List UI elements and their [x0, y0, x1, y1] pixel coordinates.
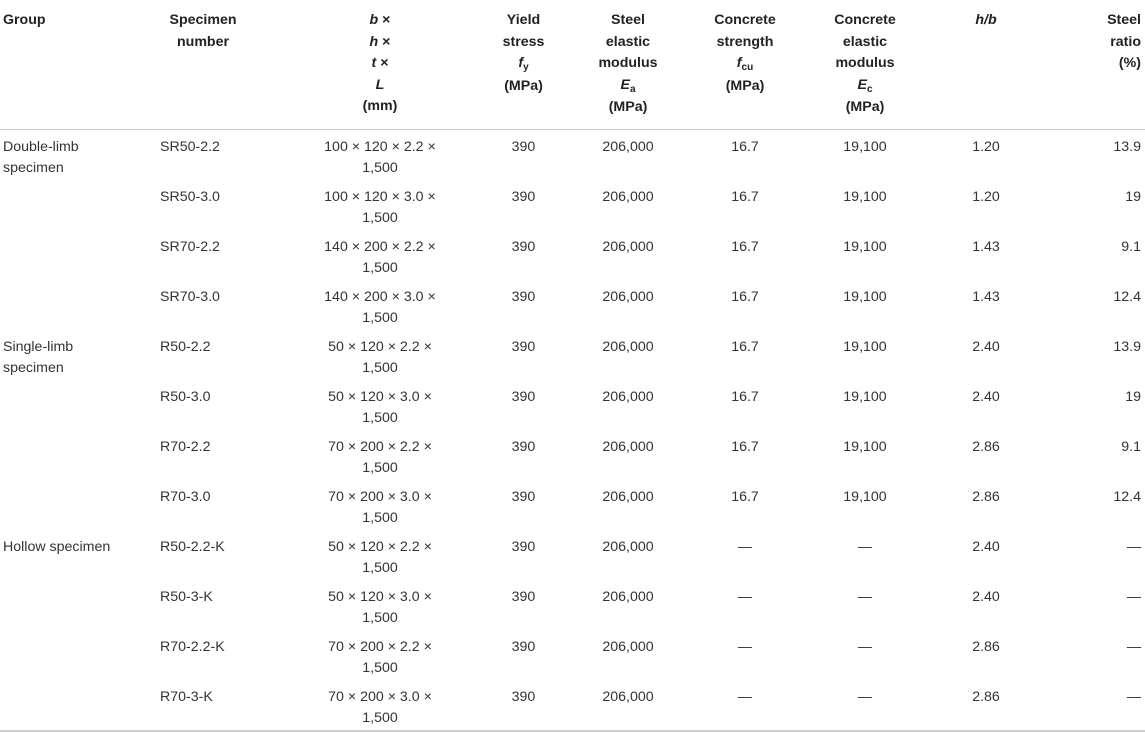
- cell-steel-modulus-value: 206,000: [602, 188, 654, 205]
- cell-steel-modulus-value: 206,000: [602, 638, 654, 655]
- dimensions-line-1: 50 × 120 × 2.2 ×: [328, 338, 432, 355]
- header-steel-mod-unit: (MPa): [608, 99, 648, 115]
- cell-group-value: Double-limb specimen: [3, 138, 79, 176]
- cell-steel-modulus-value: 206,000: [602, 338, 654, 355]
- cell-yield-stress: [480, 230, 567, 280]
- cell-steel-modulus: [567, 580, 689, 630]
- cell-steel-ratio: [1043, 280, 1145, 330]
- cell-specimen-number-value: R70-3.0: [160, 488, 211, 505]
- cell-steel-ratio-value: 13.9: [1113, 138, 1141, 155]
- cell-concrete-modulus: [801, 530, 929, 580]
- table-row: [0, 680, 1145, 731]
- dimensions-line-2: 1,500: [362, 310, 398, 326]
- cell-steel-modulus: [567, 129, 689, 180]
- cell-concrete-modulus-value: —: [857, 538, 873, 555]
- table-row: [0, 480, 1145, 530]
- cell-specimen-number-value: R50-3.0: [160, 388, 211, 405]
- cell-concrete-strength: [689, 430, 801, 480]
- table-row: [0, 180, 1145, 230]
- header-steel-ratio-unit: (%): [1118, 55, 1141, 71]
- cell-steel-modulus: [567, 230, 689, 280]
- header-yield-unit: (MPa): [504, 77, 543, 94]
- cell-steel-modulus: [567, 280, 689, 330]
- cell-yield-stress-value: 390: [511, 688, 536, 705]
- cell-steel-ratio-value: 12.4: [1113, 488, 1141, 505]
- header-dim-times-1: ×: [382, 12, 391, 28]
- dimensions-line-2: 1,500: [362, 410, 398, 426]
- cell-hb-value: 2.40: [972, 388, 1000, 405]
- cell-yield-stress: [480, 129, 567, 180]
- cell-yield-stress: [480, 530, 567, 580]
- header-conc-mod-line3: modulus: [835, 55, 895, 71]
- cell-dimensions: [280, 480, 480, 530]
- cell-concrete-strength: [689, 580, 801, 630]
- cell-concrete-strength: [689, 630, 801, 680]
- dimensions-line-2: 1,500: [362, 560, 398, 576]
- cell-specimen-number-value: R50-2.2-K: [160, 538, 225, 555]
- cell-concrete-strength-value: 16.7: [731, 188, 759, 205]
- cell-steel-ratio: [1043, 230, 1145, 280]
- cell-concrete-strength: [689, 330, 801, 380]
- cell-concrete-strength: [689, 129, 801, 180]
- header-dim-times-3: ×: [380, 55, 389, 71]
- dimensions-line-2: 1,500: [362, 510, 398, 526]
- cell-steel-modulus: [567, 530, 689, 580]
- cell-concrete-strength-value: 16.7: [731, 138, 759, 155]
- cell-steel-modulus-value: 206,000: [602, 138, 654, 155]
- dimensions-line-1: 70 × 200 × 2.2 ×: [328, 438, 432, 455]
- cell-specimen-number-value: R50-3-K: [160, 588, 213, 605]
- table-row: [0, 330, 1145, 380]
- cell-concrete-strength: [689, 380, 801, 430]
- cell-steel-modulus-value: 206,000: [602, 488, 654, 505]
- cell-hb: [929, 680, 1043, 731]
- header-conc-str-sub: cu: [741, 62, 754, 73]
- cell-group-value: Single-limb specimen: [3, 338, 74, 376]
- cell-hb-value: 2.86: [972, 688, 1000, 705]
- dimensions-line-2: 1,500: [362, 460, 398, 476]
- cell-concrete-strength-value: 16.7: [731, 388, 759, 405]
- cell-dimensions: [280, 580, 480, 630]
- cell-concrete-modulus: [801, 180, 929, 230]
- cell-specimen-number: [160, 680, 280, 731]
- header-yield-sub: y: [523, 62, 529, 73]
- dimensions-line-1: 50 × 120 × 2.2 ×: [328, 538, 432, 555]
- cell-concrete-modulus: [801, 630, 929, 680]
- cell-steel-ratio: [1043, 430, 1145, 480]
- cell-concrete-modulus-value: 19,100: [843, 188, 887, 205]
- cell-concrete-strength-value: 16.7: [731, 288, 759, 305]
- cell-steel-ratio-value: —: [1126, 588, 1141, 605]
- cell-hb: [929, 480, 1043, 530]
- cell-specimen-number: [160, 430, 280, 480]
- cell-steel-modulus: [567, 680, 689, 731]
- dimensions-line-2: 1,500: [362, 360, 398, 376]
- cell-yield-stress-value: 390: [511, 438, 536, 455]
- cell-concrete-modulus-value: 19,100: [843, 438, 887, 455]
- cell-specimen-number-value: SR50-3.0: [160, 188, 220, 205]
- cell-yield-stress: [480, 280, 567, 330]
- cell-yield-stress-value: 390: [511, 238, 536, 255]
- cell-steel-modulus: [567, 430, 689, 480]
- cell-concrete-modulus-value: 19,100: [843, 288, 887, 305]
- cell-specimen-number: [160, 580, 280, 630]
- header-steel-modulus: [567, 0, 689, 129]
- cell-yield-stress: [480, 330, 567, 380]
- cell-specimen-number: [160, 230, 280, 280]
- table-row: [0, 280, 1145, 330]
- header-concrete-strength: [689, 0, 801, 129]
- cell-hb: [929, 530, 1043, 580]
- header-conc-str-line1: Concrete: [714, 12, 776, 28]
- dimensions-line-2: 1,500: [362, 660, 398, 676]
- header-conc-mod-line1: Concrete: [834, 12, 896, 28]
- header-yield-line1: Yield: [506, 12, 541, 28]
- cell-specimen-number: [160, 129, 280, 180]
- cell-concrete-strength-value: 16.7: [731, 488, 759, 505]
- cell-hb: [929, 180, 1043, 230]
- header-group-label: Group: [3, 12, 46, 28]
- cell-group: [0, 129, 160, 180]
- cell-hb-value: 2.40: [972, 588, 1000, 605]
- header-dim-unit: (mm): [362, 98, 398, 114]
- cell-concrete-modulus-value: —: [857, 588, 873, 605]
- cell-concrete-modulus: [801, 430, 929, 480]
- cell-concrete-modulus: [801, 380, 929, 430]
- cell-concrete-modulus: [801, 230, 929, 280]
- cell-steel-ratio: [1043, 129, 1145, 180]
- cell-concrete-strength-value: 16.7: [731, 438, 759, 455]
- cell-specimen-number-value: R70-2.2-K: [160, 638, 225, 655]
- cell-yield-stress: [480, 630, 567, 680]
- cell-concrete-strength: [689, 480, 801, 530]
- cell-steel-ratio-value: 13.9: [1113, 338, 1141, 355]
- header-dim-t: t: [371, 55, 377, 71]
- cell-yield-stress: [480, 580, 567, 630]
- cell-specimen-number: [160, 380, 280, 430]
- table-row: [0, 230, 1145, 280]
- cell-steel-modulus: [567, 380, 689, 430]
- cell-concrete-modulus: [801, 480, 929, 530]
- cell-steel-ratio: [1043, 480, 1145, 530]
- cell-steel-modulus-value: 206,000: [602, 588, 654, 605]
- cell-hb: [929, 380, 1043, 430]
- cell-concrete-modulus: [801, 330, 929, 380]
- cell-steel-ratio: [1043, 180, 1145, 230]
- dimensions-line-1: 70 × 200 × 3.0 ×: [328, 688, 432, 705]
- cell-yield-stress-value: 390: [511, 538, 536, 555]
- header-conc-mod-symbol: E: [857, 76, 867, 93]
- cell-steel-ratio-value: —: [1126, 638, 1141, 655]
- cell-group: [0, 430, 160, 480]
- cell-concrete-strength-value: —: [737, 588, 753, 605]
- cell-specimen-number: [160, 180, 280, 230]
- cell-steel-ratio-value: 9.1: [1121, 438, 1141, 455]
- cell-group: [0, 480, 160, 530]
- cell-steel-ratio: [1043, 580, 1145, 630]
- cell-dimensions: [280, 230, 480, 280]
- header-steel-mod-symbol: E: [620, 76, 630, 93]
- header-steel-ratio: [1043, 0, 1145, 129]
- header-specimen-number: [160, 0, 280, 129]
- cell-concrete-modulus-value: 19,100: [843, 238, 887, 255]
- cell-hb: [929, 230, 1043, 280]
- cell-yield-stress-value: 390: [511, 488, 536, 505]
- cell-concrete-modulus-value: 19,100: [843, 388, 887, 405]
- cell-specimen-number-value: SR50-2.2: [160, 138, 220, 155]
- cell-group: [0, 630, 160, 680]
- cell-concrete-strength: [689, 180, 801, 230]
- cell-steel-modulus: [567, 630, 689, 680]
- dimensions-line-1: 100 × 120 × 2.2 ×: [324, 138, 436, 155]
- cell-steel-modulus-value: 206,000: [602, 438, 654, 455]
- cell-yield-stress-value: 390: [511, 138, 536, 155]
- header-conc-mod-line2: elastic: [842, 33, 888, 50]
- cell-steel-modulus: [567, 480, 689, 530]
- cell-specimen-number: [160, 630, 280, 680]
- table-row: [0, 380, 1145, 430]
- cell-group: [0, 280, 160, 330]
- cell-specimen-number-value: R50-2.2: [160, 338, 211, 355]
- cell-concrete-strength: [689, 680, 801, 731]
- header-hb-label: h/b: [975, 12, 997, 28]
- header-conc-mod-unit: (MPa): [845, 99, 885, 115]
- header-conc-mod-sub: c: [866, 83, 873, 95]
- cell-steel-modulus: [567, 330, 689, 380]
- dimensions-line-2: 1,500: [362, 610, 398, 626]
- cell-concrete-strength: [689, 230, 801, 280]
- cell-dimensions: [280, 129, 480, 180]
- header-yield-stress: [480, 0, 567, 129]
- cell-dimensions: [280, 330, 480, 380]
- cell-steel-ratio-value: 19: [1125, 388, 1141, 405]
- dimensions-line-1: 70 × 200 × 3.0 ×: [328, 488, 432, 505]
- cell-yield-stress: [480, 680, 567, 731]
- table-row: [0, 530, 1145, 580]
- cell-specimen-number-value: R70-2.2: [160, 438, 211, 455]
- cell-steel-modulus-value: 206,000: [602, 288, 654, 305]
- table-header: [0, 0, 1145, 129]
- cell-steel-ratio: [1043, 330, 1145, 380]
- cell-group: [0, 380, 160, 430]
- cell-yield-stress-value: 390: [511, 588, 536, 605]
- cell-group: [0, 230, 160, 280]
- cell-steel-ratio: [1043, 380, 1145, 430]
- cell-hb-value: 1.43: [972, 288, 1000, 305]
- cell-concrete-modulus-value: 19,100: [843, 338, 887, 355]
- cell-steel-ratio-value: 12.4: [1113, 288, 1141, 305]
- cell-specimen-number: [160, 480, 280, 530]
- cell-yield-stress-value: 390: [511, 338, 536, 355]
- header-steel-mod-line2: elastic: [605, 33, 651, 50]
- header-dim-b: b: [369, 12, 379, 28]
- header-hb: [929, 0, 1043, 129]
- cell-hb-value: 2.86: [972, 638, 1000, 655]
- header-row: [0, 0, 1145, 129]
- cell-hb-value: 1.20: [972, 138, 1000, 155]
- cell-concrete-modulus-value: 19,100: [843, 138, 887, 155]
- cell-yield-stress-value: 390: [511, 288, 536, 305]
- cell-yield-stress: [480, 430, 567, 480]
- cell-steel-ratio-value: 9.1: [1121, 238, 1141, 255]
- cell-group: [0, 530, 160, 580]
- dimensions-line-2: 1,500: [362, 260, 398, 276]
- header-group: [0, 0, 160, 129]
- cell-steel-modulus-value: 206,000: [602, 688, 654, 705]
- header-dim-L: L: [375, 76, 385, 93]
- cell-specimen-number: [160, 530, 280, 580]
- cell-concrete-modulus: [801, 280, 929, 330]
- dimensions-line-1: 100 × 120 × 3.0 ×: [324, 188, 436, 205]
- cell-hb: [929, 330, 1043, 380]
- cell-steel-ratio-value: —: [1126, 538, 1141, 555]
- cell-specimen-number: [160, 280, 280, 330]
- header-yield-symbol: f: [518, 55, 524, 71]
- header-conc-str-unit: (MPa): [725, 77, 765, 94]
- cell-concrete-strength-value: —: [737, 538, 753, 555]
- cell-concrete-modulus-value: 19,100: [843, 488, 887, 505]
- table-row: [0, 580, 1145, 630]
- cell-yield-stress-value: 390: [511, 188, 536, 205]
- cell-hb-value: 2.86: [972, 438, 1000, 455]
- cell-group-value: Hollow specimen: [3, 538, 111, 555]
- cell-dimensions: [280, 280, 480, 330]
- cell-concrete-strength: [689, 530, 801, 580]
- cell-steel-ratio: [1043, 630, 1145, 680]
- header-conc-str-line2: strength: [716, 33, 774, 50]
- header-conc-str-symbol: f: [736, 55, 742, 71]
- cell-hb-value: 2.40: [972, 538, 1000, 555]
- cell-hb-value: 2.86: [972, 488, 1000, 505]
- header-dim-h: h: [369, 33, 379, 50]
- cell-hb-value: 1.20: [972, 188, 1000, 205]
- dimensions-line-2: 1,500: [362, 160, 398, 176]
- cell-dimensions: [280, 180, 480, 230]
- header-steel-mod-line3: modulus: [598, 55, 658, 71]
- cell-dimensions: [280, 430, 480, 480]
- cell-steel-modulus-value: 206,000: [602, 238, 654, 255]
- cell-concrete-modulus-value: —: [857, 638, 873, 655]
- cell-steel-modulus: [567, 180, 689, 230]
- cell-hb-value: 1.43: [972, 238, 1000, 255]
- dimensions-line-1: 70 × 200 × 2.2 ×: [328, 638, 432, 655]
- dimensions-line-1: 140 × 200 × 3.0 ×: [324, 288, 436, 305]
- cell-yield-stress: [480, 480, 567, 530]
- cell-dimensions: [280, 630, 480, 680]
- cell-group: [0, 330, 160, 380]
- cell-hb: [929, 129, 1043, 180]
- header-steel-ratio-line1: Steel: [1107, 12, 1141, 28]
- cell-specimen-number: [160, 330, 280, 380]
- header-steel-mod-line1: Steel: [611, 12, 645, 28]
- cell-group: [0, 580, 160, 630]
- cell-steel-ratio-value: —: [1126, 688, 1141, 705]
- cell-steel-modulus-value: 206,000: [602, 538, 654, 555]
- cell-hb: [929, 630, 1043, 680]
- table-body: [0, 129, 1145, 731]
- dimensions-line-1: 140 × 200 × 2.2 ×: [324, 238, 436, 255]
- cell-steel-ratio: [1043, 680, 1145, 731]
- cell-concrete-strength: [689, 280, 801, 330]
- cell-yield-stress-value: 390: [511, 388, 536, 405]
- table-row: [0, 430, 1145, 480]
- cell-specimen-number-value: R70-3-K: [160, 688, 213, 705]
- table-row: [0, 630, 1145, 680]
- cell-concrete-strength-value: 16.7: [731, 338, 759, 355]
- header-specimen-number-label: Specimen number: [169, 12, 237, 50]
- cell-dimensions: [280, 380, 480, 430]
- header-dimensions: [280, 0, 480, 129]
- dimensions-line-2: 1,500: [362, 710, 398, 726]
- cell-hb: [929, 430, 1043, 480]
- cell-concrete-modulus: [801, 129, 929, 180]
- cell-concrete-modulus: [801, 680, 929, 731]
- cell-group: [0, 180, 160, 230]
- cell-group: [0, 680, 160, 731]
- cell-concrete-strength-value: 16.7: [731, 238, 759, 255]
- header-yield-line2: stress: [502, 33, 545, 50]
- table-row: [0, 129, 1145, 180]
- cell-specimen-number-value: SR70-2.2: [160, 238, 220, 255]
- cell-yield-stress-value: 390: [511, 638, 536, 655]
- cell-steel-modulus-value: 206,000: [602, 388, 654, 405]
- cell-steel-ratio-value: 19: [1125, 188, 1141, 205]
- header-concrete-modulus: [801, 0, 929, 129]
- cell-dimensions: [280, 680, 480, 731]
- cell-steel-ratio: [1043, 530, 1145, 580]
- cell-concrete-modulus-value: —: [857, 688, 873, 705]
- header-steel-mod-sub: a: [629, 83, 636, 95]
- cell-hb: [929, 580, 1043, 630]
- cell-concrete-strength-value: —: [737, 688, 753, 705]
- cell-specimen-number-value: SR70-3.0: [160, 288, 220, 305]
- cell-hb: [929, 280, 1043, 330]
- cell-dimensions: [280, 530, 480, 580]
- dimensions-line-1: 50 × 120 × 3.0 ×: [328, 388, 432, 405]
- header-dim-times-2: ×: [382, 33, 391, 50]
- dimensions-line-2: 1,500: [362, 210, 398, 226]
- cell-yield-stress: [480, 380, 567, 430]
- cell-concrete-modulus: [801, 580, 929, 630]
- cell-concrete-strength-value: —: [737, 638, 753, 655]
- dimensions-line-1: 50 × 120 × 3.0 ×: [328, 588, 432, 605]
- cell-yield-stress: [480, 180, 567, 230]
- cell-hb-value: 2.40: [972, 338, 1000, 355]
- header-steel-ratio-line2: ratio: [1110, 33, 1141, 50]
